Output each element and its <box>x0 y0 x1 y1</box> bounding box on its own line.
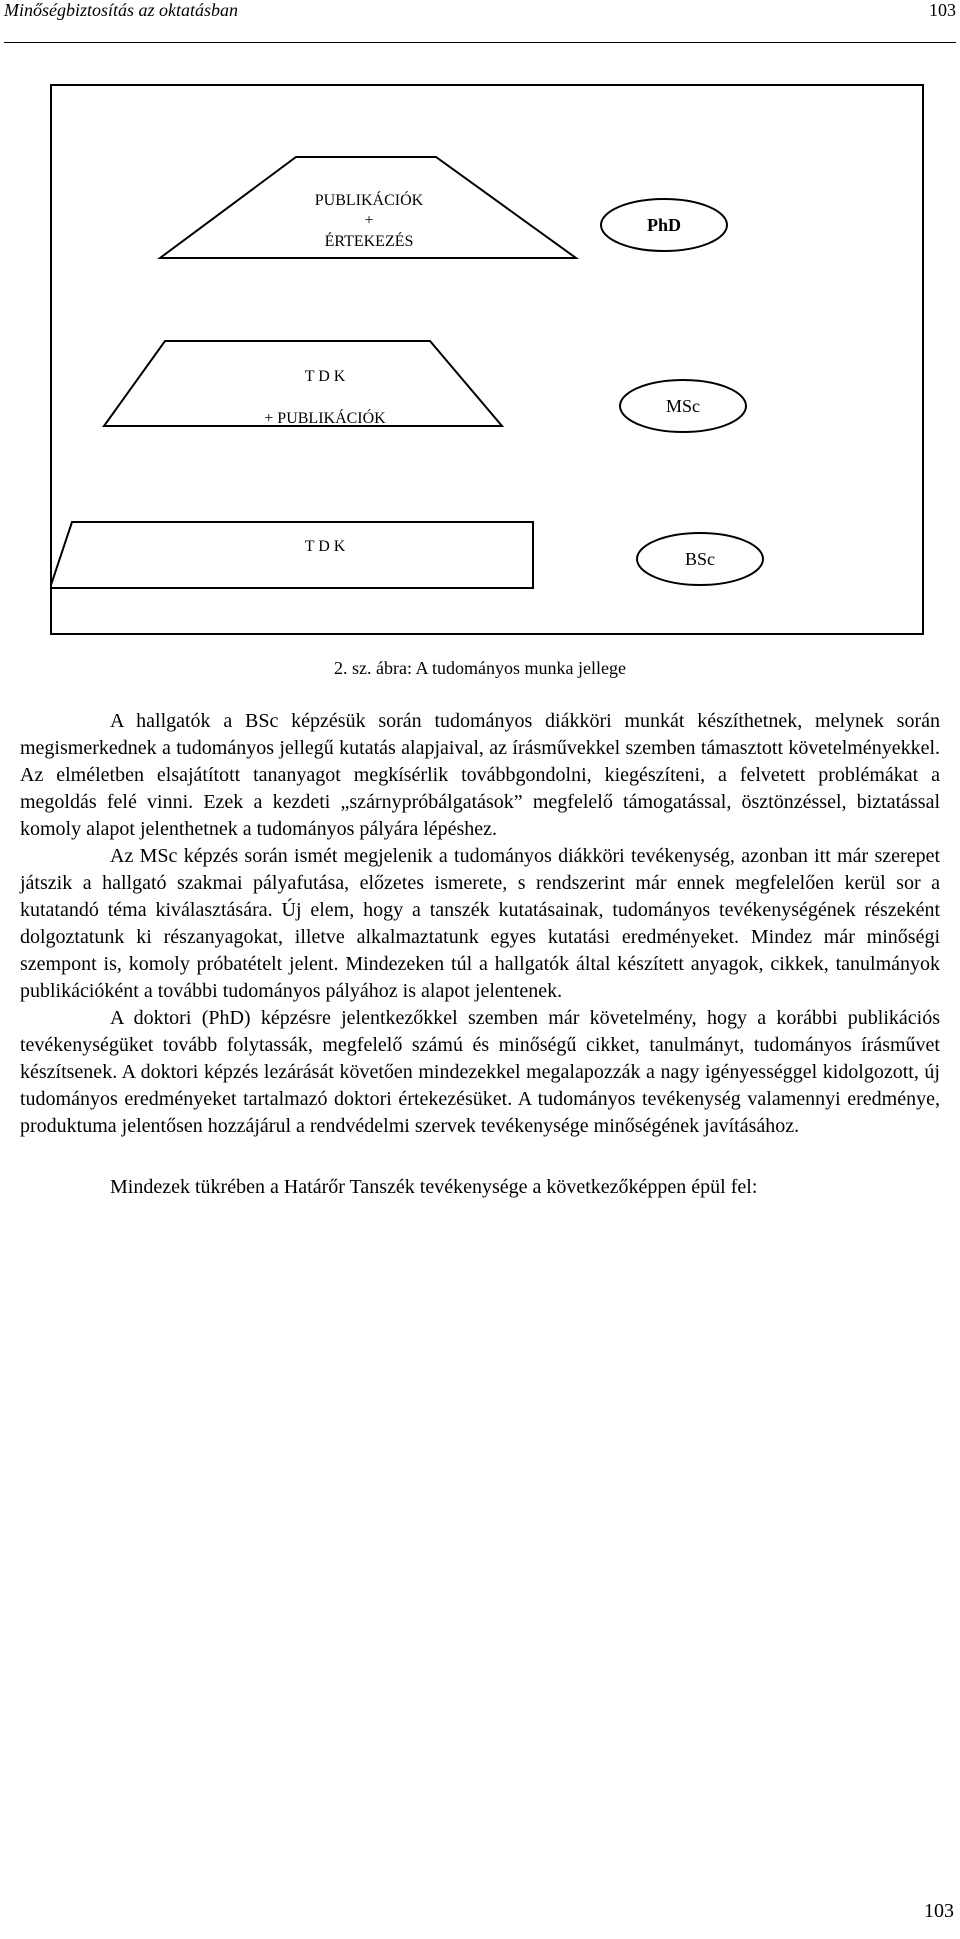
paragraph-msc: Az MSc képzés során ismét megjelenik a tudományos diákköri tevékenység, azonban itt már szerepet játszik a hallgató szakmai pályafutása, előzetes ismerete, s rendszerint már ennek megfelelően kerül sor a kutatandó téma kiválasztására. Új elem, hogy a tanszék kutatásainak, tudományos tevékenységének részeként dolgoztatunk ki részanyagokat, illetve alkalmaztatunk egyes kutatási eredményeket. Mindez már minőségi szempont is, komoly próbatételt jelent. Mindezeken túl a hallgatók által készített anyagok, cikkek, tanulmányok publikációként a további tudományos pályához is alapot jelentenek. <box>20 845 940 1002</box>
running-title: Minőségbiztosítás az oktatásban <box>4 0 239 20</box>
level-msc-text-2: + PUBLIKÁCIÓK <box>264 410 386 427</box>
level-phd-text-1: PUBLIKÁCIÓK <box>314 192 424 209</box>
degree-bsc-label: BSc <box>684 549 716 569</box>
level-bsc-shape <box>52 522 533 588</box>
figure-caption: 2. sz. ábra: A tudományos munka jellege <box>334 658 626 678</box>
page-header <box>4 0 956 43</box>
level-bsc-text-1: T D K <box>304 538 346 555</box>
closing-sentence: Mindezek tükrében a Határőr Tanszék tevékenysége a következőképpen épül fel: <box>110 1176 758 1198</box>
pyramid-diagram <box>52 86 926 637</box>
paragraph-phd: A doktori (PhD) képzésre jelentkezőkkel szemben már követelmény, hogy a korábbi publikációs tevékenységüket tovább folytassák, megfelelő számú és minőségű cikket, tanulmányt, tudományos írásművet készítsenek. A doktori képzés lezárását követően mindezekkel megalapozzák a nagy igényességgel kidolgozott, új tudományos eredményeket tartalmazó doktori értekezésüket. A tudományos tevékenység valamennyi eredménye, produktuma jelentősen hozzájárul a rendvédelmi szervek tevékenysége minőségének javításához. <box>20 1007 940 1137</box>
figure-frame <box>50 84 924 635</box>
body-text <box>20 708 940 1201</box>
header-page-number: 103 <box>929 0 956 20</box>
footer-page-number: 103 <box>924 1900 954 1922</box>
level-phd-text-3: ÉRTEKEZÉS <box>324 233 414 250</box>
paragraph-bsc: A hallgatók a BSc képzésük során tudományos diákköri munkát készíthetnek, melynek során megismerkednek a tudományos jellegű kutatás alapjaival, az írásművekkel szemben támasztott követelményekkel. Az elméletben elsajátított tananyagot megkísérlik továbbgondolni, kiegészíteni, a felvetett problémákat a megoldás felé vinni. Ezek a kezdeti „szárnypróbálgatások” megfelelő támogatással, ösztönzéssel, biztatással komoly alapot jelenthetnek a tudományos pályára lépéshez. <box>20 710 940 840</box>
level-msc-text-1: T D K <box>304 368 346 385</box>
level-phd-text-2: + <box>364 212 374 229</box>
degree-phd-label: PhD <box>646 215 682 235</box>
degree-msc-label: MSc <box>665 396 701 416</box>
